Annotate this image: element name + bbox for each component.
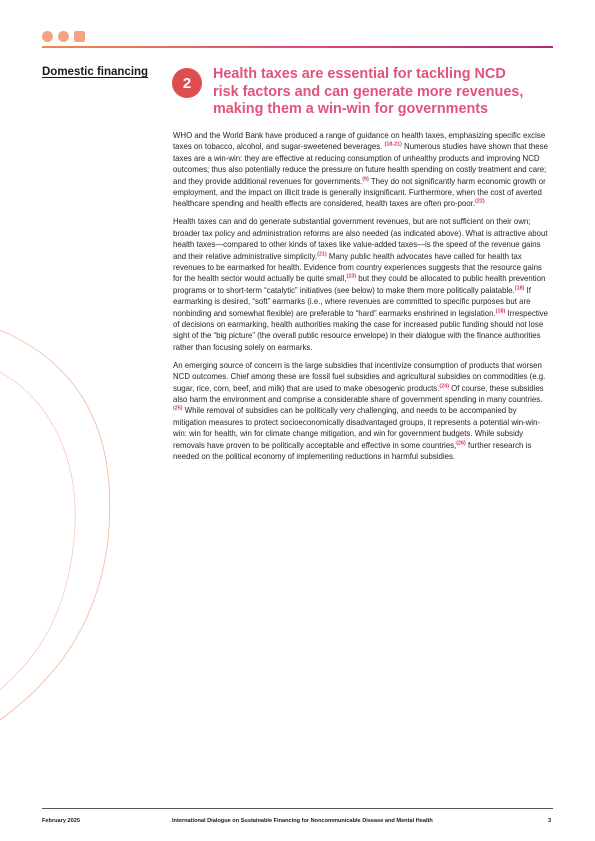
header-dots: [42, 31, 85, 42]
paragraph-text: Health taxes can and do generate substantial government revenues, but are not sufficient on their own; broader tax policy and administration reforms are also needed (as indicated above). What is attractive about health taxes—compared to other kinds of taxes like value-added taxes—is the speed of the revenue gains and their relative administrative simplicity.: [173, 217, 548, 261]
section-label: Domestic financing: [42, 66, 149, 78]
paragraph-text: Irrespective of decisions on earmarking, health authorities making the case for increased public funding should not lose sight of the “big picture” (the overall public resource envelope) in their dialogue with the finance authorities rather than focusing solely on earmarks.: [173, 308, 548, 352]
footer-date: February 2025: [42, 818, 80, 824]
paragraph-text: While removal of subsidies can be politically very challenging, and needs to be accompanied by mitigation measures to protect socioeconomically disadvantaged groups, it represents a potential win-win-win: win for health, win for climate change mitigation, and win for government budgets. While subsidy removals have proven to be politically acceptable and effective in some countries,: [173, 406, 541, 450]
citation-ref: (23): [346, 273, 357, 280]
citation-ref: (9): [362, 176, 369, 183]
paragraph-text: WHO and the World Bank have produced a range of guidance on health taxes, emphasizing specific excise taxes on tobacco, alcohol, and sugar-sweetened beverages.: [173, 131, 546, 152]
paragraph-text: They do not significantly harm economic growth or employment, and the impact on illicit trade is generally insignificant. Furthermore, when the cost of averted healthcare spending and health effects are considered, health taxes are often pro-poor.: [173, 176, 546, 209]
paragraph-text: further research is needed on the political economy of implementing reductions in harmful subsidies.: [173, 440, 532, 461]
section-heading: Health taxes are essential for tackling NCD risk factors and can generate more revenues, making them a win-win for governments: [213, 66, 524, 117]
citation-ref: (18): [514, 285, 525, 292]
citation-ref: (24): [439, 382, 449, 389]
header-dot: [42, 31, 53, 42]
citation-ref: (18-21): [384, 141, 402, 148]
footer-rule: [42, 808, 553, 809]
page-number: 3: [548, 818, 552, 824]
citation-ref: (18): [495, 307, 506, 314]
citation-ref: (26): [456, 439, 466, 446]
header-square: [74, 31, 85, 42]
paragraph-text: Many public health advocates have called for health tax revenues to be earmarked for health. Evidence from country experiences suggests that the resource gains for the health sector would actually be quite small,: [173, 251, 542, 284]
header-rule: [42, 46, 553, 48]
paragraph-text: An emerging source of concern is the large subsidies that incentivize consumption of products that worsen NCD outcomes. Chief among these are fossil fuel subsidies and agricultural subsidies on commodities (e.g. sugar, rice, corn, beef, and milk) that are used to make obesogenic products.: [173, 360, 546, 393]
citation-ref: (21): [317, 250, 327, 257]
body-paragraph: [173, 130, 551, 210]
citation-ref: (25): [173, 405, 183, 412]
body-paragraph: [173, 216, 551, 353]
paragraph-text: If earmarking is desired, “soft” earmarks (i.e., where revenues are committed to specific purposes but are nonbinding and somewhat flexible) are preferable to “hard” earmarks enshrined in legislation.: [173, 285, 531, 318]
paragraph-text: but they could be allocated to public health prevention programs or to short-term “catalytic” initiatives (see below) to make them more politically palatable.: [173, 274, 546, 295]
header-dot: [58, 31, 69, 42]
paragraph-text: Of course, these subsidies also harm the environment and comprise a considerable share of government spending in many countries.: [173, 383, 544, 404]
citation-ref: (22): [475, 198, 485, 205]
footer-title: International Dialogue on Sustainable Financing for Noncommunicable Disease and Mental Health: [172, 818, 433, 824]
section-number-badge: 2: [172, 68, 202, 98]
body-text: [173, 130, 551, 469]
paragraph-text: Numerous studies have shown that these taxes are a win-win: they are effective at reducing consumption of unhealthy products and improving NCD outcomes; thus also potentially reduce the pressure on future health spending on costly treatment and care; and they provide additional revenues for governments.: [173, 142, 548, 186]
body-paragraph: [173, 360, 551, 463]
